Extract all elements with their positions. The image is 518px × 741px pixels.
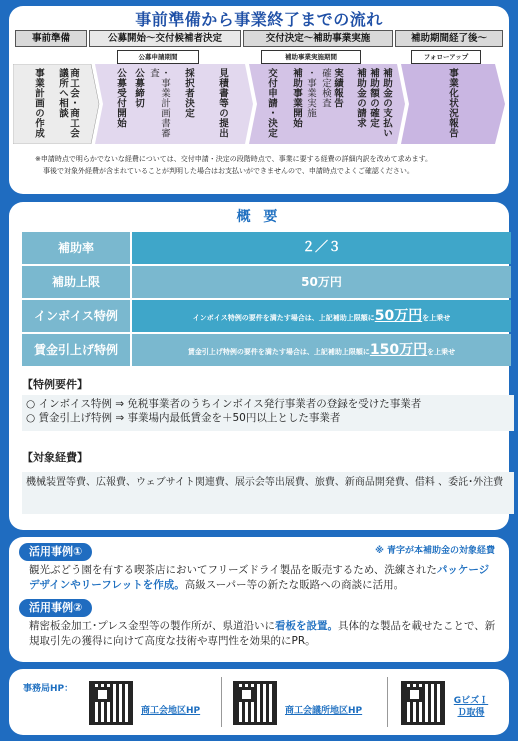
step-start: 補助事業開始 [291, 68, 302, 128]
case2-text [29, 619, 499, 649]
case2-badge: 活用事例② [19, 599, 92, 617]
row-wage [22, 334, 511, 366]
step-fix: 補助額の確定 [368, 68, 379, 128]
flow-note-1: ※申請時点で明らかでないな経費については、交付申請・決定の段階時点で、事業に要する経費の詳細内訳を改めて求めます。 [35, 155, 433, 163]
step-followup: 事業化状況報告 [447, 68, 458, 138]
qr-code-icon [401, 681, 445, 725]
step-apply: 交付申請・決定 [266, 68, 277, 138]
flow-note-2: 事後で対象外経費が含まれていることが判明した場合はお支払いができませんので、申請時点でよくご確認ください。 [43, 167, 414, 175]
step-plan: 事業計画の作成 [33, 68, 44, 138]
step-adopt: 採択者決定 [183, 68, 194, 118]
phase-after: 補助期間経了後～ [395, 30, 503, 47]
special-item: ○ 賃金引上げ特例 ⇒ 事業場内最低賃金を＋50円以上とした事業者 [26, 412, 341, 424]
row-value [132, 300, 511, 332]
case1-text-b: 高級スーパー等の新たな販路への商談に活用。 [184, 579, 405, 591]
divider [387, 677, 388, 727]
row-value [132, 334, 511, 366]
row-pre: 賃金引上げ特例の要件を満たす場合は、上記補助上限額に [187, 348, 370, 356]
row-big: 150万円 [369, 342, 428, 358]
step-inspect: 確定検査 [320, 68, 331, 108]
row-label: 補助率 [22, 232, 130, 264]
row-invoice [22, 300, 511, 332]
row-limit [22, 266, 511, 298]
qr-code-icon [89, 681, 133, 725]
row-label: 賃金引上げ特例 [22, 334, 130, 366]
row-value: 50万円 [132, 266, 511, 298]
row-post: を上乗せ [427, 348, 456, 356]
special-item: ○ インボイス特例 ⇒ 免税事業者のうちインボイス発行事業者の登録を受けた事業者 [26, 398, 422, 410]
divider [221, 677, 222, 727]
case1-badge: 活用事例① [19, 543, 92, 561]
phase-prep: 事前準備 [15, 30, 87, 47]
step-close: 公募締切 [133, 68, 144, 108]
step-report: 実績報告 [332, 68, 343, 108]
row-post: を上乗せ [422, 314, 451, 322]
overview-panel [9, 202, 509, 530]
row-value: ２／３ [132, 232, 511, 264]
qr-code-icon [233, 681, 277, 725]
step-open: 公募受付開始 [115, 68, 126, 128]
link-gbizid[interactable]: GビズＩＤ取得 [453, 696, 489, 718]
link-shokokai[interactable]: 商工会地区HP [141, 706, 201, 716]
flow-arrows [13, 64, 507, 144]
row-big: 50万円 [374, 308, 423, 324]
case2-text-a: 精密板金加工･プレス金型等の製作所が、県道沿いに [29, 620, 276, 632]
sub-grant: 補助事業実施期間 [261, 50, 361, 64]
step-pay: 補助金の支払い [381, 68, 392, 138]
cases-note: ※ 青字が本補助金の対象経費 [375, 546, 495, 556]
special-title: 【特例要件】 [22, 378, 88, 391]
case1-text-a: 観光ぶどう園を有する喫茶店においてフリーズドライ製品を販売するため、洗練された [29, 564, 437, 576]
row-pre: インボイス特例の要件を満たす場合は、上記補助上限額に [192, 314, 375, 322]
special-list [22, 395, 514, 431]
cost-title: 【対象経費】 [22, 451, 88, 464]
row-rate [22, 232, 511, 264]
step-estimate: 見積書等の提出 [217, 68, 228, 138]
sub-public: 公募申請期間 [117, 50, 199, 64]
step-claim: 補助金の請求 [355, 68, 366, 128]
sub-follow: フォローアップ [411, 50, 481, 64]
row-label: 補助上限 [22, 266, 130, 298]
phase-grant: 交付決定～補助事業実施 [243, 30, 393, 47]
step-review: ・事業計画書審査 [148, 68, 170, 138]
case2-text-b: 具体的な製品を載せたことで、新規取引先の獲得に向けて高度な技術や専門性を効果的にPR。 [29, 620, 496, 647]
case1-text [29, 563, 499, 593]
step-consult: 商工会・商工会議所へ相談 [57, 68, 79, 138]
flow-title: 事前準備から事業終了までの流れ [135, 10, 383, 29]
cases-panel [9, 537, 509, 662]
row-label: インボイス特例 [22, 300, 130, 332]
footer-panel [9, 669, 509, 735]
flow-panel [9, 6, 509, 194]
case2-highlight: 看板を設置。 [275, 620, 339, 632]
step-exec: ・事業実施 [305, 68, 316, 118]
link-kaigisho[interactable]: 商工会議所地区HP [285, 706, 363, 716]
cost-text: 機械装置等費、広報費、ウェブサイト関連費、展示会等出展費、旅費、新商品開発費、借料 、委託･外注費 [22, 472, 514, 514]
office-label: 事務局HP： [23, 684, 74, 694]
phase-public: 公募開始～交付候補者決定 [89, 30, 241, 47]
case1-highlight: パッケージデザインやリーフレットを作成。 [29, 564, 490, 591]
overview-title: 概 要 [236, 209, 282, 225]
